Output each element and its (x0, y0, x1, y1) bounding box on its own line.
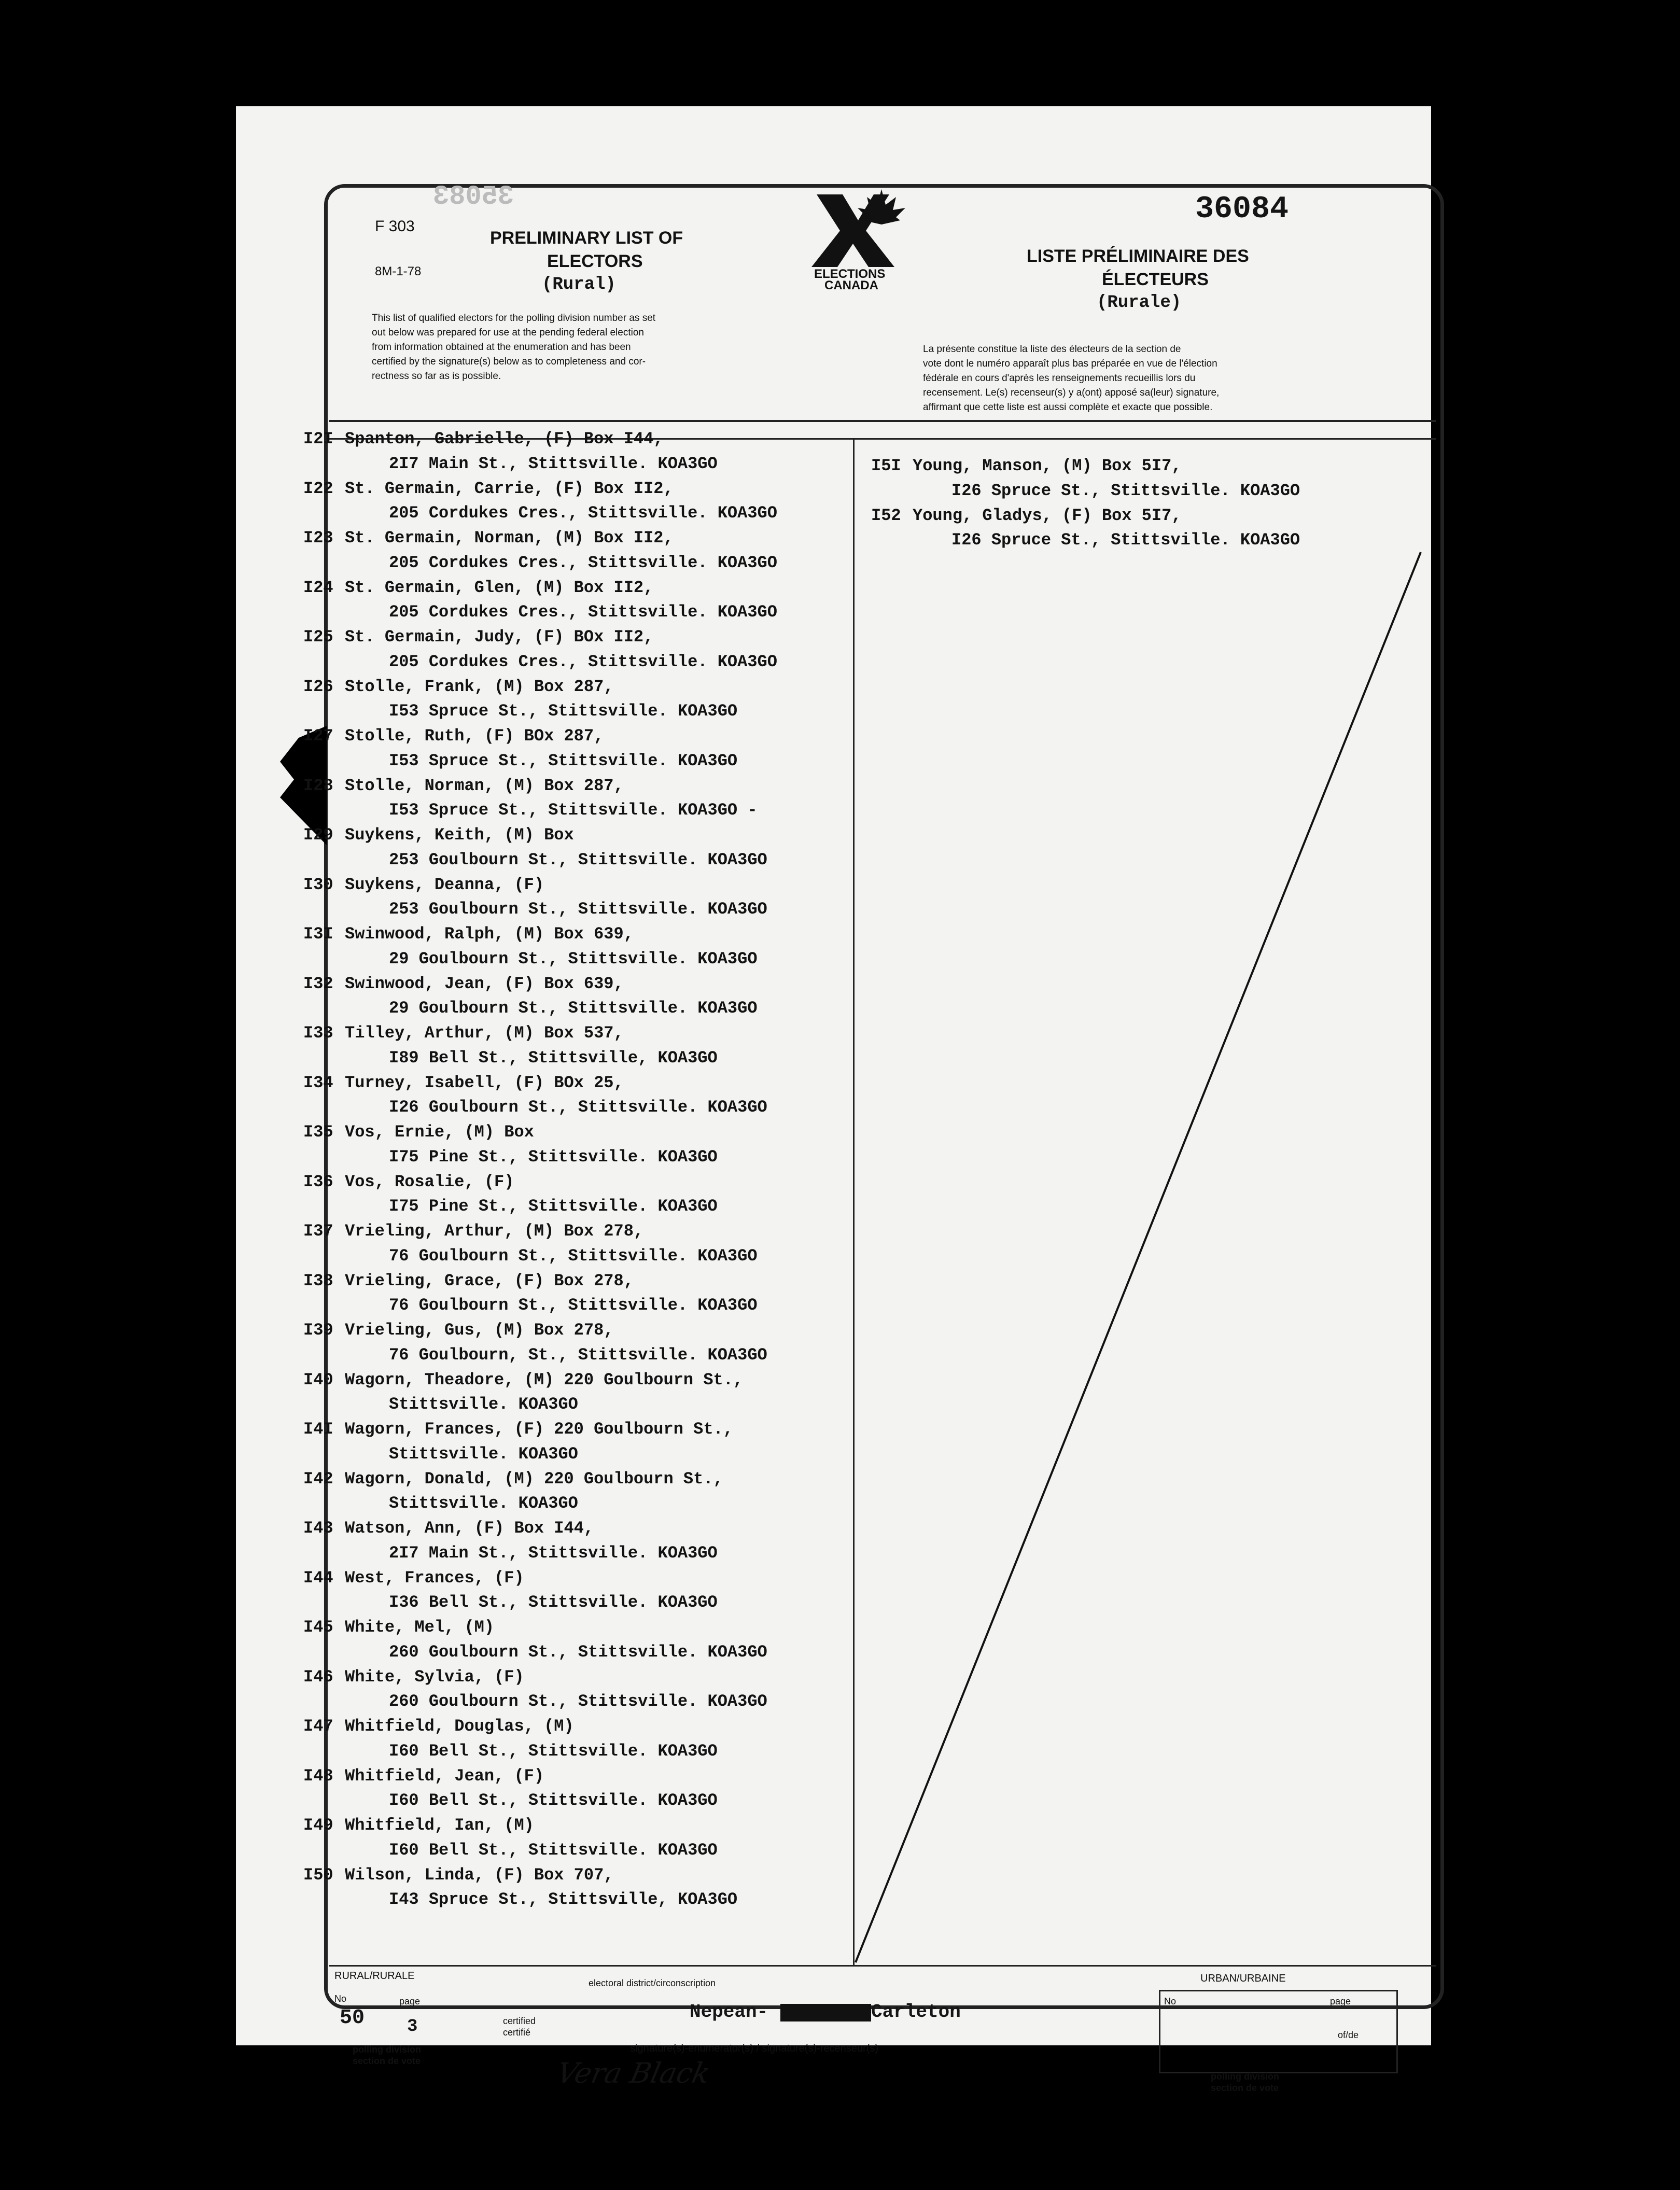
district-label: electoral district/circonscription (589, 1978, 716, 1988)
elector-name: St. Germain, Norman, (M) Box II2, (345, 528, 674, 548)
elector-name: Vrieling, Gus, (M) Box 278, (345, 1321, 614, 1340)
enumerator-signature: Vera Black (554, 2057, 713, 2089)
no-label: No (334, 1994, 347, 2004)
elector-number: I24 (303, 578, 333, 597)
elector-name: White, Mel, (M) (345, 1618, 495, 1637)
urban-label: URBAN/URBAINE (1200, 1973, 1286, 1984)
elector-name: St. Germain, Glen, (M) Box II2, (345, 578, 654, 597)
elector-name: Swinwood, Ralph, (M) Box 639, (345, 924, 634, 944)
district-left: Nepean- (690, 2001, 768, 2023)
ghost-serial: 35083 (433, 181, 514, 212)
elector-address: 29 Goulbourn St., Stittsville. KOA3GO (389, 999, 758, 1018)
elector-name: West, Frances, (F) (345, 1568, 524, 1588)
elector-name: Wagorn, Frances, (F) 220 Goulbourn St., (345, 1420, 733, 1439)
elector-address: I53 Spruce St., Stittsville. KOA3GO (389, 751, 738, 770)
elector-address: I89 Bell St., Stittsville, KOA3GO (389, 1048, 718, 1068)
elector-number: I34 (303, 1073, 333, 1092)
elector-number: I46 (303, 1667, 333, 1687)
elector-name: Whitfield, Ian, (M) (345, 1816, 534, 1835)
elector-number: I35 (303, 1122, 333, 1142)
elector-number: I42 (303, 1469, 333, 1489)
elector-address: 205 Cordukes Cres., Stittsville. KOA3GO (389, 503, 777, 523)
elector-name: Wagorn, Donald, (M) 220 Goulbourn St., (345, 1469, 723, 1489)
elector-name: Whitfield, Douglas, (M) (345, 1717, 574, 1736)
urban-of-label: of/de (1338, 2030, 1359, 2040)
elector-name: Suykens, Keith, (M) Box (345, 825, 574, 845)
section-label: section de vote (353, 2056, 421, 2066)
elector-address: 260 Goulbourn St., Stittsville. KOA3GO (389, 1642, 767, 1662)
elector-number: I33 (303, 1023, 333, 1043)
page-label: page (399, 1996, 421, 2006)
elector-number: I45 (303, 1618, 333, 1637)
elector-number: I25 (303, 627, 333, 647)
elector-address: 2I7 Main St., Stittsville. KOA3GO (389, 454, 718, 473)
elector-name: Wagorn, Theadore, (M) 220 Goulbourn St., (345, 1370, 744, 1389)
elector-address: 253 Goulbourn St., Stittsville. KOA3GO (389, 850, 767, 869)
elector-number: I43 (303, 1519, 333, 1538)
elector-name: Stolle, Frank, (M) Box 287, (345, 677, 614, 696)
elector-address: I26 Goulbourn St., Stittsville. KOA3GO (389, 1098, 767, 1117)
elector-number: I37 (303, 1222, 333, 1241)
elector-address: 29 Goulbourn St., Stittsville. KOA3GO (389, 949, 758, 968)
elector-address: I36 Bell St., Stittsville. KOA3GO (389, 1593, 718, 1612)
elector-number: I22 (303, 479, 333, 498)
elector-address: Stittsville. KOA3GO (389, 1395, 578, 1414)
elector-number: I4I (303, 1420, 333, 1439)
title-en-sub: (Rural) (542, 275, 616, 294)
elector-number: I29 (303, 825, 333, 845)
elector-number: I47 (303, 1717, 333, 1736)
elector-number: I3I (303, 924, 333, 944)
elector-address: 2I7 Main St., Stittsville. KOA3GO (389, 1543, 718, 1563)
notice-en: This list of qualified electors for the polling division number as set out below was prepared for use at the pending federal election from information obtained at the enumeration and has been certified by the signature(s) below as to completeness and cor- rectness so far as is possible. (372, 313, 656, 382)
polling-division-label: polling division (353, 2044, 421, 2055)
elector-number: I49 (303, 1816, 333, 1835)
elector-name: Watson, Ann, (F) Box I44, (345, 1519, 594, 1538)
title-fr-2: ÉLECTEURS (1102, 270, 1209, 289)
elector-name: Tilley, Arthur, (M) Box 537, (345, 1023, 624, 1043)
elector-address: Stittsville. KOA3GO (389, 1444, 578, 1464)
urban-section-label: section de vote (1211, 2083, 1279, 2093)
elector-number: I26 (303, 677, 333, 696)
elector-name: Whitfield, Jean, (F) (345, 1766, 544, 1786)
elector-address: I60 Bell St., Stittsville. KOA3GO (389, 1741, 718, 1761)
district-right: Carleton (871, 2001, 961, 2023)
title-fr-sub: (Rurale) (1097, 293, 1182, 313)
elector-address: 205 Cordukes Cres., Stittsville. KOA3GO (389, 602, 777, 622)
elector-address: I26 Spruce St., Stittsville. KOA3GO (951, 530, 1300, 550)
signature-label: signature(s)-enumerator(s) / signature(s)-recenseur(s) (630, 2043, 879, 2054)
page-number: 3 (407, 2017, 418, 2037)
certified-label: certified (503, 2016, 536, 2026)
urban-polling-label: polling division (1211, 2071, 1279, 2082)
elector-address: I26 Spruce St., Stittsville. KOA3GO (951, 481, 1300, 500)
elector-address: 260 Goulbourn St., Stittsville. KOA3GO (389, 1692, 767, 1711)
elector-address: Stittsville. KOA3GO (389, 1494, 578, 1513)
elector-number: I39 (303, 1321, 333, 1340)
elector-address: 205 Cordukes Cres., Stittsville. KOA3GO (389, 652, 777, 671)
elector-name: White, Sylvia, (F) (345, 1667, 524, 1687)
elector-address: I43 Spruce St., Stittsville, KOA3GO (389, 1890, 738, 1910)
elector-number: I5I (871, 456, 901, 475)
certifie-label: certifié (503, 2027, 531, 2038)
elector-address: I53 Spruce St., Stittsville. KOA3GO - (389, 801, 758, 820)
elector-number: I44 (303, 1568, 333, 1588)
elector-name: Young, Gladys, (F) Box 5I7, (913, 506, 1182, 525)
elector-name: Vrieling, Arthur, (M) Box 278, (345, 1222, 644, 1241)
header-rule (329, 420, 1436, 422)
elector-number: I36 (303, 1172, 333, 1191)
elector-name: Swinwood, Jean, (F) Box 639, (345, 974, 624, 993)
elector-name: St. Germain, Carrie, (F) Box II2, (345, 479, 674, 498)
urban-no-label: No (1164, 1996, 1177, 2006)
redaction-bar (780, 2004, 871, 2021)
elector-name: Vos, Rosalie, (F) (345, 1172, 514, 1191)
rural-label: RURAL/RURALE (334, 1970, 415, 1982)
urban-box (1159, 1990, 1398, 2073)
elector-address: 76 Goulbourn St., Stittsville. KOA3GO (389, 1246, 758, 1266)
elector-number: I28 (303, 776, 333, 795)
title-en-2: ELECTORS (547, 251, 643, 271)
title-fr-1: LISTE PRÉLIMINAIRE DES (1027, 246, 1249, 266)
elector-address: I75 Pine St., Stittsville. KOA3GO (389, 1147, 718, 1167)
elector-name: Turney, Isabell, (F) BOx 25, (345, 1073, 624, 1092)
elector-address: 76 Goulbourn St., Stittsville. KOA3GO (389, 1296, 758, 1315)
elector-number: I38 (303, 1271, 333, 1290)
elector-name: Stolle, Norman, (M) Box 287, (345, 776, 624, 795)
elector-name: Suykens, Deanna, (F) (345, 875, 544, 894)
elector-name: Wilson, Linda, (F) Box 707, (345, 1865, 614, 1885)
elector-name: Spanton, Gabrielle, (F) Box I44, (345, 429, 664, 448)
elector-number: I2I (303, 429, 333, 448)
elector-number: I32 (303, 974, 333, 993)
elector-number: I27 (303, 726, 333, 746)
elector-address: I53 Spruce St., Stittsville. KOA3GO (389, 701, 738, 721)
elector-address: 253 Goulbourn St., Stittsville. KOA3GO (389, 900, 767, 919)
polling-number: 50 (340, 2006, 365, 2030)
elector-number: I52 (871, 506, 901, 525)
elector-address: 205 Cordukes Cres., Stittsville. KOA3GO (389, 553, 777, 572)
elector-number: I23 (303, 528, 333, 548)
form-number: F 303 (375, 218, 415, 235)
form-date: 8M-1-78 (375, 264, 422, 278)
elector-name: Vrieling, Grace, (F) Box 278, (345, 1271, 634, 1290)
elector-name: Vos, Ernie, (M) Box (345, 1122, 534, 1142)
elector-number: I48 (303, 1766, 333, 1786)
elector-number: I30 (303, 875, 333, 894)
serial-number: 36084 (1195, 192, 1289, 227)
strike-line (848, 547, 1444, 1973)
elector-name: Stolle, Ruth, (F) BOx 287, (345, 726, 604, 746)
elector-name: St. Germain, Judy, (F) BOx II2, (345, 627, 654, 647)
elector-address: I75 Pine St., Stittsville. KOA3GO (389, 1197, 718, 1216)
urban-page-label: page (1330, 1996, 1351, 2006)
notice-fr: La présente constitue la liste des électeurs de la section de vote dont le numéro apparaît plus bas préparée en vue de l'élection fédérale en cours d'après les renseignements recueillis lors du recensement. Le(s) recenseur(s) y a(ont) apposé sa(leur) signature, affirmant que cette liste est aussi complète et exacte que possible. (923, 344, 1220, 413)
elector-number: I40 (303, 1370, 333, 1389)
elector-number: I50 (303, 1865, 333, 1885)
elector-address: I60 Bell St., Stittsville. KOA3GO (389, 1840, 718, 1860)
title-en-1: PRELIMINARY LIST OF (490, 228, 683, 248)
elector-address: 76 Goulbourn, St., Stittsville. KOA3GO (389, 1345, 767, 1365)
elections-canada-logo: ELECTIONS CANADA (786, 184, 920, 288)
elector-name: Young, Manson, (M) Box 5I7, (913, 456, 1182, 475)
elector-address: I60 Bell St., Stittsville. KOA3GO (389, 1791, 718, 1810)
